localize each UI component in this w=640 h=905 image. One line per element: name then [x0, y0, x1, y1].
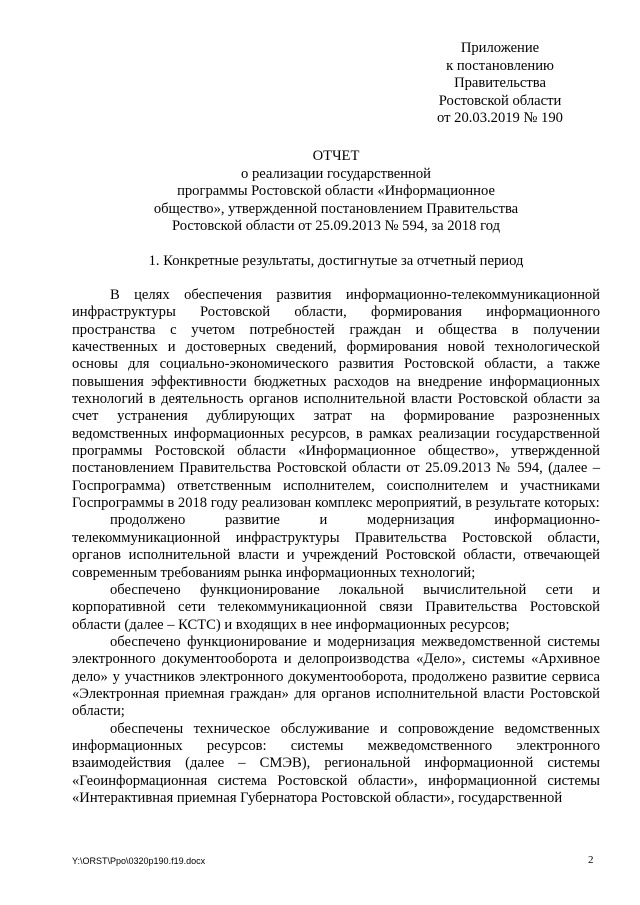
- report-title-line: программы Ростовской области «Информационное: [177, 183, 495, 199]
- body-text: [72, 287, 600, 807]
- paragraph: продолжено развитие и модернизация информационно-телекоммуникационной инфраструктуры Правительства Ростовской области, органов исполнительной власти и учреждений Ростовской области, отвечающей современным требованиям рынка информационных технологий;: [72, 512, 600, 581]
- report-title-line: общество», утвержденной постановлением Правительства: [153, 200, 519, 217]
- report-title: [72, 148, 600, 236]
- section-heading: 1. Конкретные результаты, достигнутые за отчетный период: [148, 253, 524, 269]
- paragraph: обеспечены техническое обслуживание и сопровождение ведомственных информационных ресурсов: системы межведомственного электронного взаимодействия (далее – СМЭВ), региональной информационной системы «Геоинформационная система Ростовской области», информационной системы «Интерактивная приемная Губернатора Ростовской области», государственной: [72, 720, 600, 806]
- appendix-block: [400, 40, 600, 128]
- appendix-line: от 20.03.2019 № 190: [437, 110, 563, 126]
- appendix-line: Приложение: [460, 40, 540, 56]
- paragraph: обеспечено функционирование и модернизация межведомственной системы электронного документооборота и делопроизводства «Дело», системы «Архивное дело» у участников электронного документооборота, продолжено развитие сервиса «Электронная приемная граждан» для органов исполнительной власти Ростовской области;: [72, 633, 600, 720]
- footer-file-path: Y:\ORST\Ppo\0320p190.f19.docx: [72, 856, 206, 866]
- paragraph: В целях обеспечения развития информационно-телекоммуникационной инфраструктуры Ростовской области, формирования информационного пространства с учетом потребностей граждан и общества в получении качественных и достоверных сведений, формирования новой технологической основы для социально-экономического развития Ростовской области, а также повышения эффективности бюджетных расходов на внедрение информационных технологий в деятельность органов исполнительной власти Ростовской области за счет устранения дублирующих затрат на формирование разрозненных ведомственных информационных ресурсов, в рамках реализации государственной программы Ростовской области «Информационное общество», утвержденной постановлением Правительства Ростовской области от 25.09.2013 № 594, (далее – Госпрограмма) ответственным исполнителем, соисполнителем и участниками Госпрограммы в 2018 году реализован комплекс мероприятий, в результате которых:: [72, 287, 600, 512]
- report-heading: ОТЧЕТ: [312, 148, 360, 164]
- paragraph: обеспечено функционирование локальной вычислительной сети и корпоративной сети телекоммуникационной связи Правительства Ростовской области (далее – КСТС) и входящих в нее информационных ресурсов;: [72, 581, 600, 633]
- appendix-line: к постановлению: [446, 57, 554, 74]
- report-title-line: Ростовской области от 25.09.2013 № 594, за 2018 год: [171, 218, 501, 234]
- appendix-line: Правительства: [454, 75, 546, 91]
- report-title-line: о реализации государственной: [241, 165, 431, 182]
- appendix-line: Ростовской области: [438, 92, 562, 109]
- page-number: 2: [588, 854, 594, 866]
